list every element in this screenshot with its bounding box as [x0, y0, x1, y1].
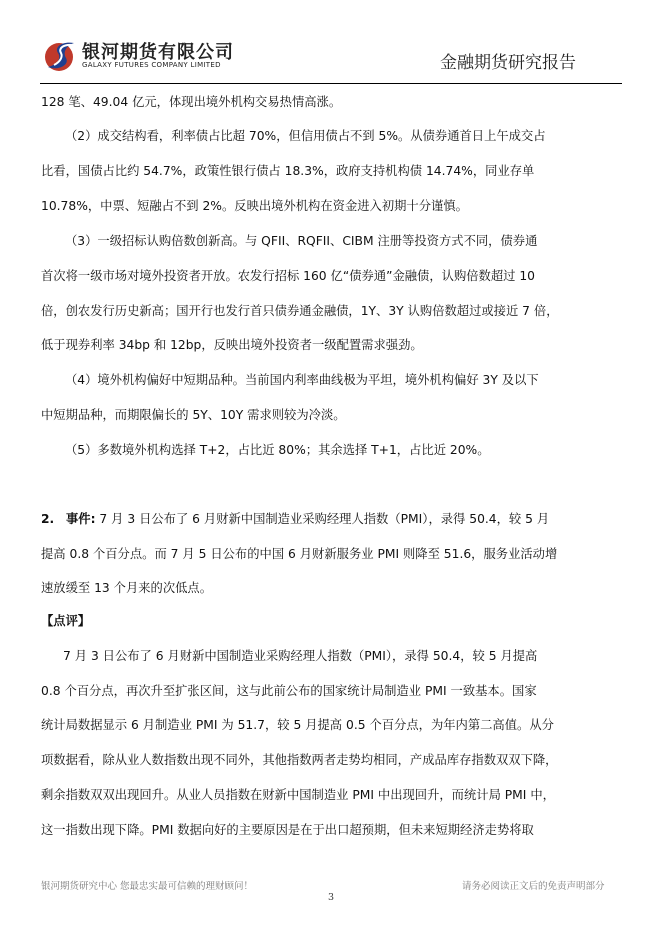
comment-line: 这一指数出现下降。PMI 数据向好的主要原因是在于出口超预期，但未来短期经济走势将取: [41, 823, 534, 837]
comment-line: 剩余指数双双出现回升。从业人员指数在财新中国制造业 PMI 中出现回升，而统计局 PMI 中，: [41, 788, 555, 802]
company-name-cn: 银河期货有限公司: [82, 42, 234, 63]
comment-line: 项数据看，除从业人数指数出现不同外，其他指数两者走势均相同，产成品库存指数双双下降，: [41, 753, 558, 767]
company-logo: [44, 38, 240, 74]
paragraph-line: 128 笔、49.04 亿元，体现出境外机构交易热情高涨。: [41, 95, 342, 109]
event-line: [41, 511, 550, 527]
paragraph-line: 比看，国债占比约 54.7%，政策性银行债占 18.3%，政府支持机构债 14.74%，同业存单: [41, 164, 535, 178]
header-divider: [40, 83, 622, 84]
comment-line: 0.8 个百分点，再次升至扩张区间，这与此前公布的国家统计局制造业 PMI 一致基本。国家: [41, 684, 537, 698]
paragraph-line: 10.78%，中票、短融占不到 2%。反映出境外机构在资金进入初期十分谨慎。: [41, 199, 468, 213]
event-line: 速放缓至 13 个月来的次低点。: [41, 581, 213, 595]
event-number: 2.: [41, 512, 55, 526]
galaxy-logo-icon: [44, 39, 78, 73]
report-title: 金融期货研究报告: [440, 53, 576, 73]
paragraph-line: （4）境外机构偏好中短期品种。当前国内利率曲线极为平坦，境外机构偏好 3Y 及以下: [65, 373, 539, 387]
paragraph-line: （3）一级招标认购倍数创新高。与 QFII、RQFII、CIBM 注册等投资方式不同，债券通: [65, 234, 538, 248]
event-label: 事件:: [65, 512, 96, 526]
comment-line: 统计局数据显示 6 月制造业 PMI 为 51.7，较 5 月提高 0.5 个百分点，为年内第二高值。从分: [41, 718, 554, 732]
event-text: 7 月 3 日公布了 6 月财新中国制造业采购经理人指数（PMI），录得 50.4，较 5 月: [95, 512, 550, 526]
footer-disclaimer: 请务必阅读正文后的免责声明部分: [462, 881, 605, 892]
comment-heading: 【点评】: [41, 614, 91, 628]
page-number: 3: [328, 892, 335, 903]
paragraph-line: 首次将一级市场对境外投资者开放。农发行招标 160 亿“债券通”金融债，认购倍数超过 10: [41, 269, 535, 283]
paragraph-line: 倍，创农发行历史新高；国开行也发行首只债券通金融债，1Y、3Y 认购倍数超过或接近 7 倍，: [41, 304, 559, 318]
footer-slogan: 银河期货研究中心 您最忠实最可信赖的理财顾问！: [41, 881, 254, 892]
comment-line: 7 月 3 日公布了 6 月财新中国制造业采购经理人指数（PMI），录得 50.4，较 5 月提高: [63, 649, 538, 663]
paragraph-line: （5）多数境外机构选择 T+2，占比近 80%；其余选择 T+1，占比近 20%。: [65, 443, 490, 457]
event-line: 提高 0.8 个百分点。而 7 月 5 日公布的中国 6 月财新服务业 PMI 则降至 51.6，服务业活动增: [41, 547, 558, 561]
paragraph-line: 低于现券利率 34bp 和 12bp，反映出境外投资者一级配置需求强劲。: [41, 338, 423, 352]
paragraph-line: （2）成交结构看，利率债占比超 70%，但信用债占不到 5%。从债券通首日上午成交占: [65, 129, 546, 143]
paragraph-line: 中短期品种，而期限偏长的 5Y、10Y 需求则较为冷淡。: [41, 408, 346, 422]
company-name-en: GALAXY FUTURES COMPANY LIMITED: [82, 61, 221, 69]
